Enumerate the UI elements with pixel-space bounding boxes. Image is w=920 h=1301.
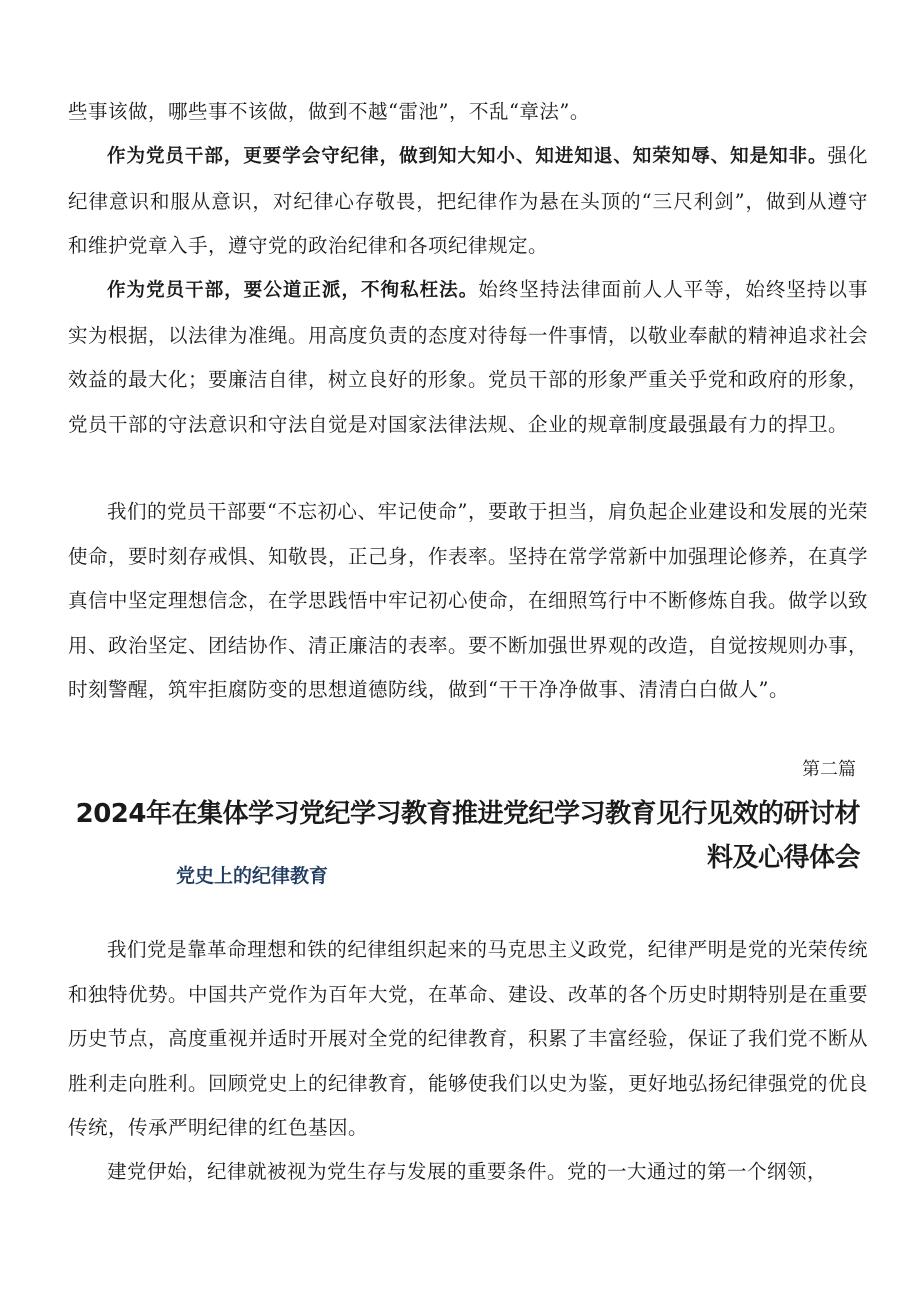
paragraph-discipline (68, 134, 868, 269)
paragraph-founding (68, 1150, 868, 1195)
paragraph-mission (68, 490, 868, 713)
paragraph-lead: 作为党员干部，要公道正派，不徇私枉法。 (107, 280, 479, 301)
section-label: 第二篇 (802, 759, 856, 780)
paragraph-lead: 作为党员干部，更要学会守纪律，做到知大知小、知进知退、知荣知辱、知是知非。 (107, 146, 828, 167)
paragraph-text: 强化纪律意识和服从意识，对纪律心存敬畏，把纪律作为悬在头顶的“三尺利剑”，做到从遵守和维护党章入手，遵守党的政治纪律和各项纪律规定。 (68, 144, 868, 257)
document-title: 2024年在集体学习党纪学习教育推进党纪学习教育见行见效的研讨材料及心得体会 (75, 799, 860, 873)
paragraph-text: 建党伊始，纪律就被视为党生存与发展的重要条件。党的一大通过的第一个纲领， (107, 1160, 828, 1183)
paragraph-text: 些事该做，哪些事不该做，做到不越“雷池”，不乱“章法”。 (68, 100, 590, 123)
subheading: 党史上的纪律教育 (176, 865, 329, 887)
paragraph-integrity (68, 268, 868, 447)
paragraph-history (68, 928, 868, 1151)
paragraph-continuation (68, 90, 868, 135)
paragraph-text: 我们党是靠革命理想和铁的纪律组织起来的马克思主义政党，纪律严明是党的光荣传统和独特优势。中国共产党作为百年大党，在革命、建设、改革的各个历史时期特别是在重要历史节点，高度重视并适时开展对全党的纪律教育，积累了丰富经验，保证了我们党不断从胜利走向胜利。回顾党史上的纪律教育，能够使我们以史为鉴，更好地弘扬纪律强党的优良传统，传承严明纪律的红色基因。 (68, 938, 869, 1139)
paragraph-text: 我们的党员干部要“不忘初心、牢记使命”，要敢于担当，肩负起企业建设和发展的光荣使命，要时刻存戒惧、知敬畏，正己身，作表率。坚持在常学常新中加强理论修养，在真学真信中坚定理想信念，在学思践悟中牢记初心使命，在细照笃行中不断修炼自我。做学以致用、政治坚定、团结协作、清正廉洁的表率。要不断加强世界观的改造，自觉按规则办事，时刻警醒，筑牢拒腐防变的思想道德防线，做到“干干净净做事、清清白白做人”。 (68, 500, 869, 701)
paragraph-text: 始终坚持法律面前人人平等，始终坚持以事实为根据，以法律为准绳。用高度负责的态度对待每一件事情，以敬业奉献的精神追求社会效益的最大化；要廉洁自律，树立良好的形象。党员干部的形象严重关乎党和政府的形象，党员干部的守法意识和守法自觉是对国家法律法规、企业的规章制度最强最有力的捍卫。 (68, 278, 869, 436)
